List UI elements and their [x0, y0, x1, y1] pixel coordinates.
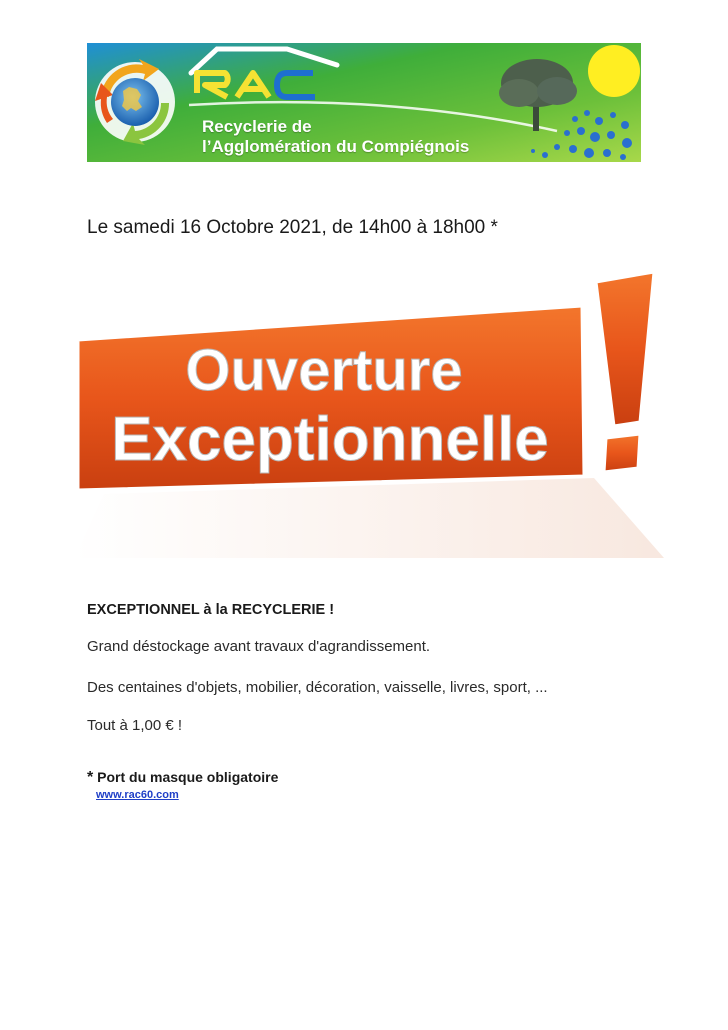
event-date-headline: Le samedi 16 Octobre 2021, de 14h00 à 18h00 * [87, 217, 498, 238]
promo-graphic [74, 262, 664, 558]
paragraph-price: Tout à 1,00 € ! [87, 717, 183, 734]
event-subtitle: EXCEPTIONNEL à la RECYCLERIE ! [87, 602, 335, 618]
mask-footnote [87, 768, 278, 787]
banner-title-line1: Recyclerie de [202, 117, 312, 136]
sun-icon [588, 45, 640, 97]
promo-banner-image [74, 262, 664, 558]
promo-line1: Ouverture [185, 338, 463, 403]
banner-title-line2: l’Agglomération du Compiégnois [202, 137, 470, 156]
paragraph-items: Des centaines d'objets, mobilier, décoration, vaisselle, livres, sport, ... [87, 679, 548, 696]
paragraph-destockage: Grand déstockage avant travaux d'agrandissement. [87, 638, 431, 655]
footnote-star: * [87, 769, 94, 786]
footnote-text: Port du masque obligatoire [97, 769, 279, 785]
promo-line2: Exceptionnelle [111, 405, 549, 474]
header-banner [87, 43, 641, 162]
website-link[interactable]: www.rac60.com [96, 789, 179, 801]
